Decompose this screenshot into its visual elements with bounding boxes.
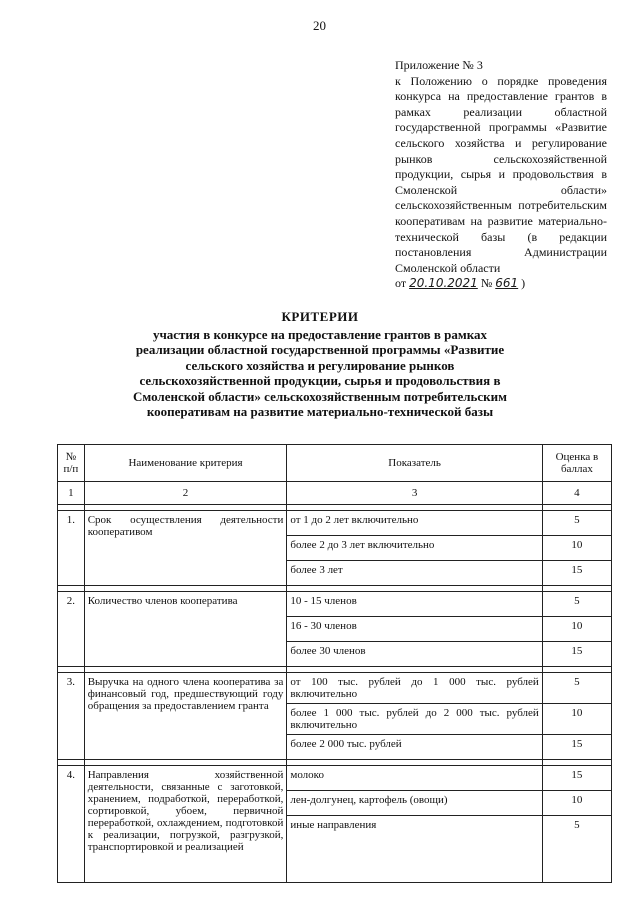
table-row <box>58 511 612 536</box>
score-cell: 15 <box>542 735 611 760</box>
column-number: 1 <box>58 482 85 505</box>
indicator-cell: иные направления <box>287 816 542 883</box>
score-cell: 5 <box>542 592 611 617</box>
score-cell: 15 <box>542 642 611 667</box>
header-name: Наименование критерия <box>84 445 287 482</box>
indicator-cell: лен-долгунец, картофель (овощи) <box>287 791 542 816</box>
score-cell: 5 <box>542 673 611 704</box>
indicator-cell: более 3 лет <box>287 561 542 586</box>
closing-paren: ) <box>521 276 526 291</box>
criterion-number: 3. <box>58 673 85 760</box>
criterion-number: 2. <box>58 592 85 667</box>
score-cell: 10 <box>542 704 611 735</box>
table-header-row <box>58 445 612 482</box>
appendix-block <box>395 58 607 292</box>
handwritten-date: 20.10.2021 <box>409 276 478 291</box>
table-row <box>58 673 612 704</box>
indicator-cell: молоко <box>287 766 542 791</box>
criteria-table <box>57 444 612 883</box>
score-cell: 5 <box>542 511 611 536</box>
page-number: 20 <box>313 18 326 33</box>
criterion-name: Количество членов кооператива <box>84 592 287 667</box>
indicator-cell: от 1 до 2 лет включительно <box>287 511 542 536</box>
heading-main: КРИТЕРИИ <box>281 309 359 324</box>
table-row <box>58 766 612 791</box>
indicator-cell: более 2 до 3 лет включительно <box>287 536 542 561</box>
appendix-title: Приложение № 3 <box>395 58 483 72</box>
criterion-number: 4. <box>58 766 85 883</box>
heading-sub: участия в конкурсе на предоставление грантов в рамках реализации областной государственной программы «Развитие сельского хозяйства и регулирование рынков сельскохозяйственной продукции, сырья и продовольствия в Смоленской области» сельскохозяйственным потребительским кооперативам на развитие материально-технической базы <box>133 326 507 419</box>
criterion-name: Срок осуществления деятельности кооперативом <box>84 511 287 586</box>
criterion-name: Выручка на одного члена кооператива за финансовый год, предшествующий году обращения за предоставлением гранта <box>84 673 287 760</box>
indicator-cell: более 1 000 тыс. рублей до 2 000 тыс. рублей включительно <box>287 704 542 735</box>
indicator-cell: 10 - 15 членов <box>287 592 542 617</box>
score-cell: 10 <box>542 536 611 561</box>
score-cell: 15 <box>542 561 611 586</box>
header-num: № п/п <box>58 445 85 482</box>
score-cell: 10 <box>542 617 611 642</box>
number-sign: № <box>480 276 493 291</box>
indicator-cell: 16 - 30 членов <box>287 617 542 642</box>
criteria-heading <box>120 309 520 420</box>
score-cell: 5 <box>542 816 611 883</box>
column-number: 2 <box>84 482 287 505</box>
criterion-name: Направления хозяйственной деятельности, связанные с заготовкой, хранением, подработкой, переработкой, сортировкой, убоем, первичной переработкой, охлаждением, подготовкой к реализации, погрузкой, разгрузкой, транспортировкой и реализацией <box>84 766 287 883</box>
header-indicator: Показатель <box>287 445 542 482</box>
date-prefix: от <box>395 276 407 291</box>
column-number: 4 <box>542 482 611 505</box>
criterion-number: 1. <box>58 511 85 586</box>
score-cell: 10 <box>542 791 611 816</box>
table-row <box>58 592 612 617</box>
header-score: Оценка в баллах <box>542 445 611 482</box>
indicator-cell: более 2 000 тыс. рублей <box>287 735 542 760</box>
score-cell: 15 <box>542 766 611 791</box>
column-number-row <box>58 482 612 505</box>
indicator-cell: от 100 тыс. рублей до 1 000 тыс. рублей включительно <box>287 673 542 704</box>
appendix-date-line <box>395 276 607 292</box>
appendix-text: к Положению о порядке проведения конкурса на предоставление грантов в рамках реализации областной государственной программы «Развитие сельского хозяйства и регулирование рынков сельскохозяйственной продукции, сырья и продовольствия в Смоленской области» сельскохозяйственным потребительским кооперативам на развитие материально-технической базы (в редакции постановления Администрации Смоленской области <box>395 73 607 275</box>
handwritten-number: 661 <box>495 276 519 291</box>
indicator-cell: более 30 членов <box>287 642 542 667</box>
column-number: 3 <box>287 482 542 505</box>
